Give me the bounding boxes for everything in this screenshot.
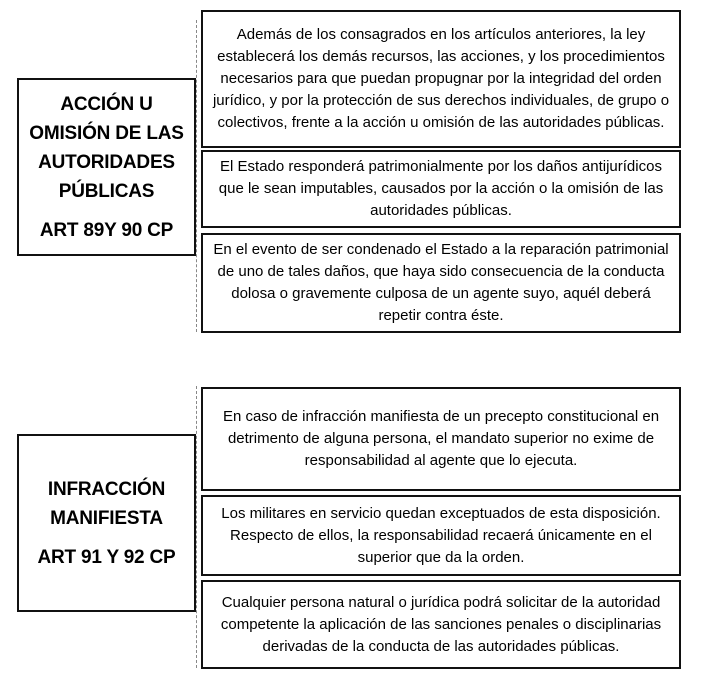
section-1-title-box xyxy=(17,78,196,256)
section-2-title-box xyxy=(17,434,196,612)
section-1-heading: ACCIÓN U OMISIÓN DE LAS AUTORIDADES PÚBLICAS xyxy=(29,93,184,202)
section-2-item-1 xyxy=(201,387,681,491)
section-2-heading: INFRACCIÓN MANIFIESTA xyxy=(47,478,166,529)
section-1-item-3 xyxy=(201,233,681,333)
section-1-item-3-text: En el evento de ser condenado el Estado a la reparación patrimonial de uno de tales daños, que haya sido consecuencia de la conducta dolosa o gravemente culposa de un agente suyo, aquél deberá repetir contra éste. xyxy=(213,241,669,324)
section-2-article: ART 91 Y 92 CP xyxy=(37,546,176,568)
section-2-item-1-text: En caso de infracción manifiesta de un precepto constitucional en detrimento de alguna persona, el mandato superior no exime de responsabilidad al agente que lo ejecuta. xyxy=(222,408,660,469)
section-1-item-1-text: Además de los consagrados en los artículos anteriores, la ley establecerá los demás recursos, las acciones, y los procedimientos necesarios para que puedan propugnar por la integridad del orden jurídico, y por la protección de sus derechos individuales, de grupo o colectivos, frente a la acción u omisión de las autoridades públicas. xyxy=(212,26,670,131)
section-2-item-2 xyxy=(201,495,681,576)
section-1-item-1 xyxy=(201,10,681,148)
section-2-item-3 xyxy=(201,580,681,669)
connector-line-1 xyxy=(196,20,197,332)
section-1-article: ART 89Y 90 CP xyxy=(39,219,174,241)
section-1-item-2 xyxy=(201,150,681,228)
section-1-item-2-text: El Estado responderá patrimonialmente por los daños antijurídicos que le sean imputables, causados por la acción o la omisión de las autoridades públicas. xyxy=(218,158,664,219)
section-2-item-3-text: Cualquier persona natural o jurídica podrá solicitar de la autoridad competente la aplicación de las sanciones penales o disciplinarias derivadas de la conducta de las autoridades públicas. xyxy=(220,593,662,655)
section-2-item-2-text: Los militares en servicio quedan exceptuados de esta disposición. Respecto de ellos, la responsabilidad recaerá únicamente en el superior que da la orden. xyxy=(221,504,661,566)
connector-line-2 xyxy=(196,386,197,668)
